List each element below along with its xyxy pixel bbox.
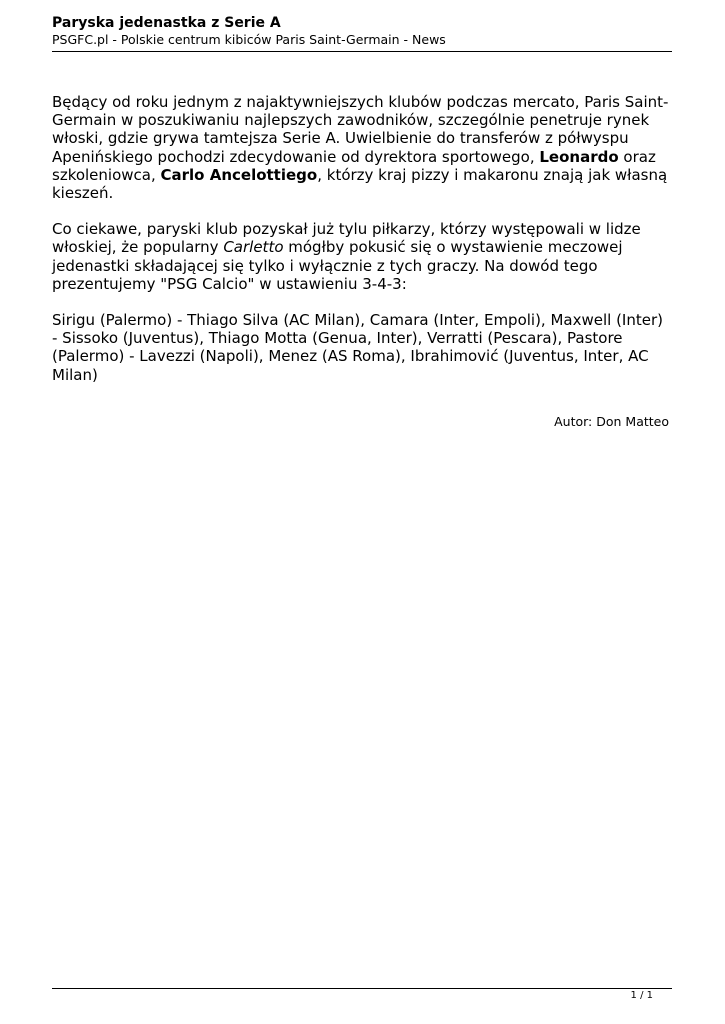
footer-divider <box>52 988 672 989</box>
page-number: 1 / 1 <box>630 990 653 1001</box>
paragraph-intro-text-2: oraz szkoleniowca, <box>52 147 656 184</box>
name-carletto: Carletto <box>223 238 284 257</box>
site-subtitle: PSGFC.pl - Polskie centrum kibiców Paris Saint-Germain - News <box>52 32 446 47</box>
paragraph-context <box>52 220 672 293</box>
header-divider <box>52 51 672 52</box>
paragraph-context-text-2: mógłby pokusić się o wystawienie meczowej jedenastki składającej się tylko i wyłącznie z tych graczy. Na dowód tego prezentujemy "PSG Calcio" w ustawieniu 3-4-3: <box>52 238 623 293</box>
page-header <box>52 15 672 48</box>
name-leonardo: Leonardo <box>539 147 619 166</box>
paragraph-context-text-1: Co ciekawe, paryski klub pozyskał już tylu piłkarzy, którzy występowali w lidze włoskiej, że popularny <box>52 220 641 257</box>
author-credit: Autor: Don Matteo <box>554 414 669 429</box>
article-title: Paryska jedenastka z Serie A <box>52 15 281 31</box>
paragraph-lineup: Sirigu (Palermo) - Thiago Silva (AC Milan), Camara (Inter, Empoli), Maxwell (Inter) - Sissoko (Juventus), Thiago Motta (Genua, Inter), Verratti (Pescara), Pastore (Palermo) - Lavezzi (Napoli), Menez (AS Roma), Ibrahimović (Juventus, Inter, AC Milan) <box>52 311 663 384</box>
name-carlo-ancelotti: Carlo Ancelottiego <box>160 165 318 184</box>
paragraph-intro <box>52 93 672 202</box>
paragraph-intro-text-3: , którzy kraj pizzy i makaronu znają jak własną kieszeń. <box>52 165 668 203</box>
article-body <box>52 93 672 402</box>
paragraph-intro-text-1: Będący od roku jednym z najaktywniejszych klubów podczas mercato, Paris Saint-Germain w poszukiwaniu najlepszych zawodników, szczególnie penetruje rynek włoski, gdzie grywa tamtejsza Serie A. Uwielbienie do transferów z półwyspu Apenińskiego pochodzi zdecydowanie od dyrektora sportowego, <box>52 93 669 166</box>
